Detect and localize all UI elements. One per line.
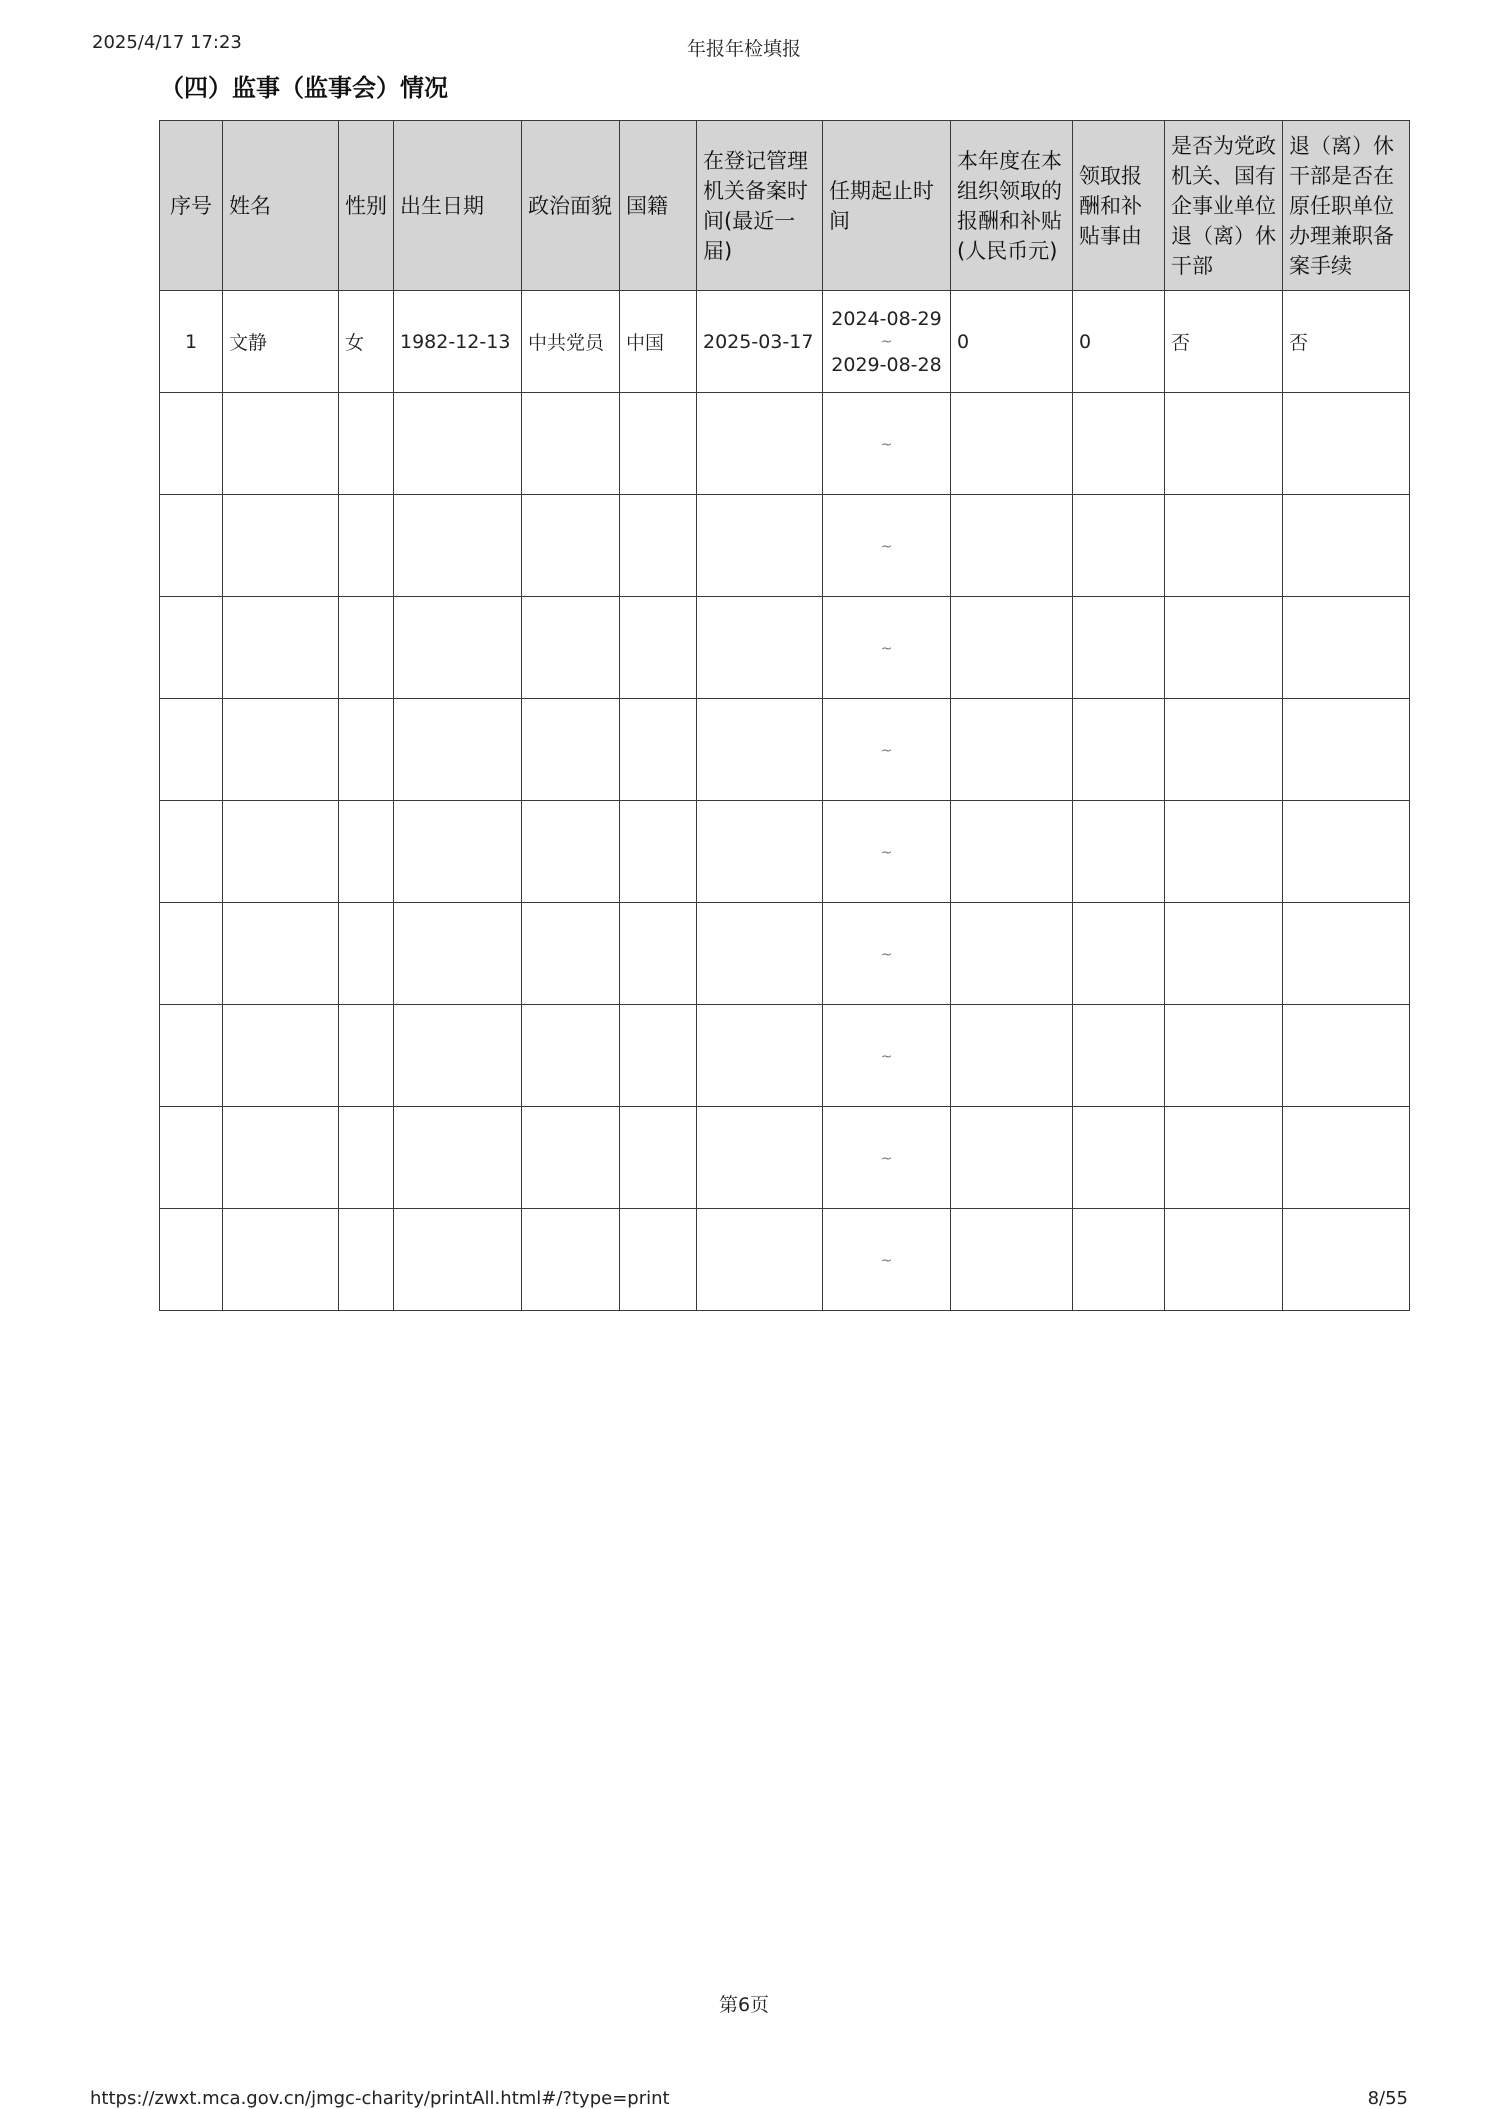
cell-term: [823, 903, 951, 1005]
cell-birth-date: [394, 1209, 522, 1311]
cell-nationality: [620, 597, 697, 699]
cell-name: [223, 1005, 339, 1107]
cell-term: [823, 597, 951, 699]
cell-political-status: [522, 1107, 620, 1209]
cell-name: [223, 597, 339, 699]
cell-nationality: [620, 1107, 697, 1209]
cell-term: [823, 1107, 951, 1209]
cell-term: [823, 1209, 951, 1311]
table-row: [160, 393, 1410, 495]
term-separator: ~: [880, 436, 893, 453]
cell-retired-cadre: [1165, 699, 1283, 801]
table-row: [160, 903, 1410, 1005]
cell-birth-date: [394, 1005, 522, 1107]
cell-nationality: 中国: [620, 291, 697, 393]
term-separator: ~: [880, 742, 893, 759]
cell-pay-reason: [1073, 393, 1165, 495]
term-separator: ~: [880, 1048, 893, 1065]
table-row: [160, 1107, 1410, 1209]
cell-retired-cadre: [1165, 801, 1283, 903]
column-header-no: 序号: [160, 121, 223, 291]
cell-political-status: [522, 699, 620, 801]
cell-political-status: [522, 1005, 620, 1107]
cell-filing-date: [697, 1005, 823, 1107]
cell-pay-reason: [1073, 699, 1165, 801]
cell-nationality: [620, 903, 697, 1005]
cell-no: [160, 1005, 223, 1107]
cell-term: [823, 699, 951, 801]
cell-term: [823, 291, 951, 393]
table-row: [160, 495, 1410, 597]
cell-gender: [339, 1107, 394, 1209]
column-header-birth-date: 出生日期: [394, 121, 522, 291]
cell-nationality: [620, 801, 697, 903]
term-separator: ~: [880, 1150, 893, 1167]
cell-pay: [951, 1005, 1073, 1107]
cell-name: [223, 1209, 339, 1311]
table-row: [160, 1209, 1410, 1311]
cell-filing-date: [697, 393, 823, 495]
term-end: 2029-08-28: [831, 353, 942, 376]
cell-pay: [951, 393, 1073, 495]
cell-gender: [339, 903, 394, 1005]
cell-retired-cadre: [1165, 1107, 1283, 1209]
cell-pay: [951, 1107, 1073, 1209]
cell-name: [223, 393, 339, 495]
column-header-filing-date: 在登记管理机关备案时间(最近一届): [697, 121, 823, 291]
page-url: https://zwxt.mca.gov.cn/jmgc-charity/printAll.html#/?type=print: [90, 2088, 670, 2109]
cell-term: [823, 393, 951, 495]
cell-name: [223, 903, 339, 1005]
supervisors-table: [159, 120, 1410, 1311]
cell-birth-date: [394, 1107, 522, 1209]
cell-pay-reason: 0: [1073, 291, 1165, 393]
table-body: [160, 291, 1410, 1311]
term-separator: ~: [880, 333, 893, 350]
cell-term: [823, 495, 951, 597]
column-header-pay: 本年度在本组织领取的报酬和补贴(人民币元): [951, 121, 1073, 291]
cell-no: [160, 1107, 223, 1209]
column-header-pay-reason: 领取报酬和补贴事由: [1073, 121, 1165, 291]
cell-gender: [339, 801, 394, 903]
table-row: [160, 699, 1410, 801]
print-datetime: 2025/4/17 17:23: [92, 32, 242, 53]
term-separator: ~: [880, 844, 893, 861]
cell-filing-date: [697, 495, 823, 597]
cell-political-status: [522, 1209, 620, 1311]
cell-gender: [339, 1005, 394, 1107]
cell-part-time-filing: [1283, 801, 1410, 903]
cell-gender: 女: [339, 291, 394, 393]
cell-nationality: [620, 393, 697, 495]
cell-retired-cadre: [1165, 903, 1283, 1005]
cell-birth-date: [394, 801, 522, 903]
cell-name: [223, 801, 339, 903]
cell-no: [160, 393, 223, 495]
cell-birth-date: [394, 495, 522, 597]
cell-retired-cadre: 否: [1165, 291, 1283, 393]
cell-gender: [339, 1209, 394, 1311]
cell-filing-date: [697, 801, 823, 903]
cell-filing-date: [697, 699, 823, 801]
cell-pay: [951, 699, 1073, 801]
table-row: [160, 291, 1410, 393]
print-page-title: 年报年检填报: [686, 38, 801, 60]
cell-part-time-filing: [1283, 1005, 1410, 1107]
column-header-name: 姓名: [223, 121, 339, 291]
cell-part-time-filing: [1283, 903, 1410, 1005]
cell-name: [223, 1107, 339, 1209]
cell-term: [823, 801, 951, 903]
cell-gender: [339, 597, 394, 699]
cell-pay-reason: [1073, 1107, 1165, 1209]
section-heading: （四）监事（监事会）情况: [160, 74, 448, 102]
cell-part-time-filing: [1283, 699, 1410, 801]
cell-no: [160, 801, 223, 903]
cell-no: 1: [160, 291, 223, 393]
cell-filing-date: [697, 1107, 823, 1209]
cell-term: [823, 1005, 951, 1107]
cell-no: [160, 903, 223, 1005]
cell-political-status: [522, 495, 620, 597]
cell-gender: [339, 393, 394, 495]
cell-pay: [951, 495, 1073, 597]
cell-gender: [339, 699, 394, 801]
cell-political-status: [522, 903, 620, 1005]
cell-nationality: [620, 699, 697, 801]
term-separator: ~: [880, 538, 893, 555]
term-separator: ~: [880, 946, 893, 963]
cell-pay-reason: [1073, 801, 1165, 903]
cell-pay: [951, 801, 1073, 903]
cell-name: [223, 495, 339, 597]
cell-retired-cadre: [1165, 1005, 1283, 1107]
cell-birth-date: [394, 597, 522, 699]
cell-pay: 0: [951, 291, 1073, 393]
cell-name: 文静: [223, 291, 339, 393]
page-number: 第6页: [718, 1994, 770, 2016]
term-separator: ~: [880, 640, 893, 657]
cell-part-time-filing: 否: [1283, 291, 1410, 393]
cell-name: [223, 699, 339, 801]
cell-nationality: [620, 495, 697, 597]
page-count: 8/55: [1367, 2088, 1408, 2109]
cell-political-status: [522, 597, 620, 699]
cell-no: [160, 495, 223, 597]
cell-pay-reason: [1073, 1005, 1165, 1107]
cell-part-time-filing: [1283, 393, 1410, 495]
cell-no: [160, 597, 223, 699]
table-header-row: [160, 121, 1410, 291]
cell-part-time-filing: [1283, 1107, 1410, 1209]
cell-pay: [951, 597, 1073, 699]
cell-gender: [339, 495, 394, 597]
cell-nationality: [620, 1209, 697, 1311]
column-header-retired-cadre: 是否为党政机关、国有企事业单位退（离）休干部: [1165, 121, 1283, 291]
cell-pay-reason: [1073, 495, 1165, 597]
cell-birth-date: [394, 903, 522, 1005]
cell-pay-reason: [1073, 903, 1165, 1005]
cell-pay: [951, 903, 1073, 1005]
cell-no: [160, 699, 223, 801]
cell-political-status: 中共党员: [522, 291, 620, 393]
cell-pay-reason: [1073, 597, 1165, 699]
cell-retired-cadre: [1165, 495, 1283, 597]
term-start: 2024-08-29: [831, 307, 942, 330]
table-row: [160, 597, 1410, 699]
cell-part-time-filing: [1283, 597, 1410, 699]
cell-filing-date: [697, 903, 823, 1005]
column-header-political-status: 政治面貌: [522, 121, 620, 291]
cell-no: [160, 1209, 223, 1311]
term-separator: ~: [880, 1252, 893, 1269]
cell-birth-date: [394, 393, 522, 495]
table-row: [160, 1005, 1410, 1107]
cell-pay: [951, 1209, 1073, 1311]
cell-part-time-filing: [1283, 1209, 1410, 1311]
cell-retired-cadre: [1165, 597, 1283, 699]
cell-nationality: [620, 1005, 697, 1107]
column-header-term: 任期起止时间: [823, 121, 951, 291]
cell-retired-cadre: [1165, 393, 1283, 495]
cell-political-status: [522, 393, 620, 495]
column-header-part-time-filing: 退（离）休干部是否在原任职单位办理兼职备案手续: [1283, 121, 1410, 291]
cell-filing-date: [697, 1209, 823, 1311]
table-row: [160, 801, 1410, 903]
cell-political-status: [522, 801, 620, 903]
cell-pay-reason: [1073, 1209, 1165, 1311]
column-header-gender: 性别: [339, 121, 394, 291]
cell-filing-date: 2025-03-17: [697, 291, 823, 393]
cell-retired-cadre: [1165, 1209, 1283, 1311]
column-header-nationality: 国籍: [620, 121, 697, 291]
cell-filing-date: [697, 597, 823, 699]
cell-birth-date: [394, 699, 522, 801]
cell-part-time-filing: [1283, 495, 1410, 597]
cell-birth-date: 1982-12-13: [394, 291, 522, 393]
